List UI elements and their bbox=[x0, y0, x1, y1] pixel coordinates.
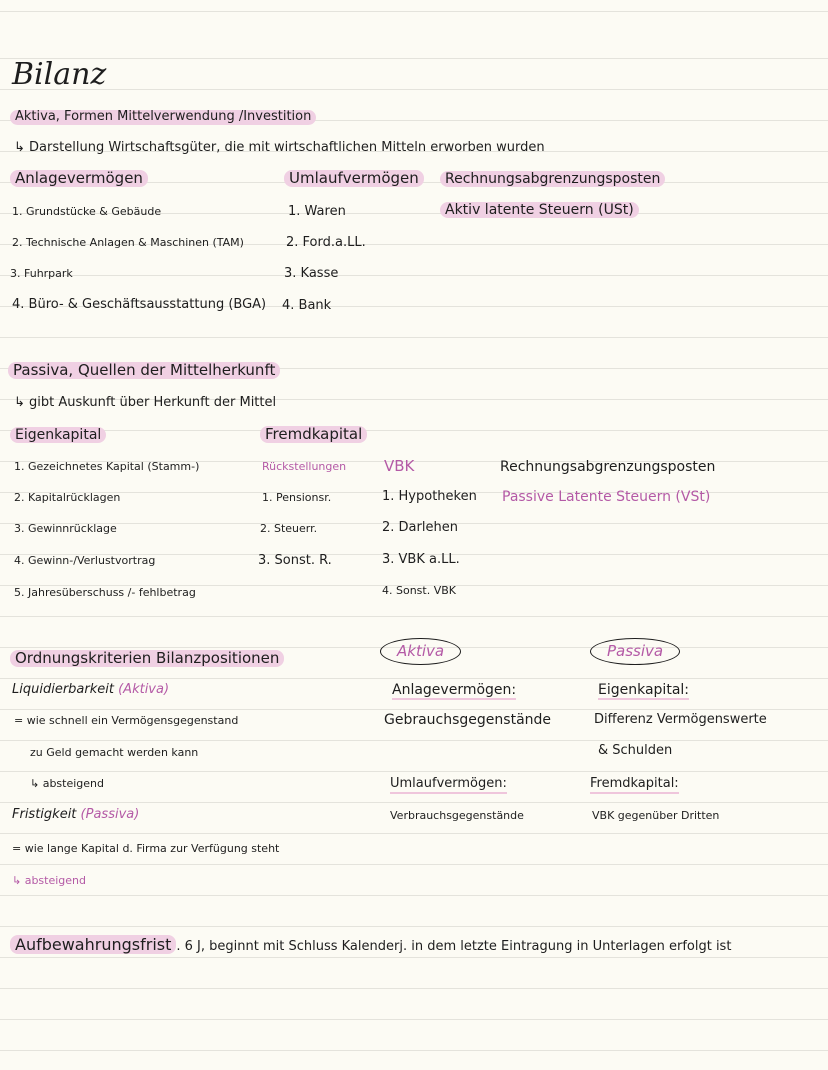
aktiva-description-text: Darstellung Wirtschaftsgüter, die mit wirtschaftlichen Mitteln erworben wurden bbox=[29, 140, 545, 155]
fremdkapital-heading: Fremdkapital bbox=[260, 426, 367, 443]
anlage-item: 1. Grundstücke & Gebäude bbox=[12, 205, 162, 218]
ek-item: 3. Gewinnrücklage bbox=[14, 522, 117, 535]
umlauf-item: 1. Waren bbox=[288, 204, 346, 219]
umlauf-item: 3. Kasse bbox=[284, 266, 339, 281]
anlagevermoegen-heading: Anlagevermögen bbox=[10, 170, 148, 187]
aufbewahrung-label: Aufbewahrungsfrist bbox=[10, 935, 176, 954]
rueck-item: 2. Steuerr. bbox=[260, 522, 318, 535]
passiva-description bbox=[14, 396, 276, 411]
passiva-heading: Passiva, Quellen der Mittelherkunft bbox=[8, 362, 280, 379]
passiva-circle: Passiva bbox=[590, 638, 680, 665]
liquidierbarkeit-desc-cont: zu Geld gemacht werden kann bbox=[30, 746, 199, 759]
ek-item: 5. Jahresüberschuss /- fehlbetrag bbox=[14, 586, 196, 599]
fristigkeit-note: (Passiva) bbox=[80, 807, 140, 822]
vbk-item: 3. VBK a.LL. bbox=[382, 552, 460, 567]
aktiva-description bbox=[14, 141, 545, 156]
vbk-heading: VBK bbox=[384, 457, 415, 475]
ordnung-heading: Ordnungskriterien Bilanzpositionen bbox=[10, 650, 284, 667]
ek-item: 1. Gezeichnetes Kapital (Stamm-) bbox=[14, 460, 200, 473]
aktiva-circle: Aktiva bbox=[380, 638, 461, 665]
arrow-icon: ↳ bbox=[14, 395, 25, 410]
eigenkapital-heading: Eigenkapital bbox=[10, 427, 106, 443]
passiva-description-text: gibt Auskunft über Herkunft der Mittel bbox=[29, 395, 277, 410]
uv-label: Umlaufvermögen: bbox=[390, 777, 507, 794]
aufbewahrung-text: . 6 J, beginnt mit Schluss Kalenderj. in dem letzte Eintragung in Unterlagen erfolgt ist bbox=[176, 939, 732, 954]
fristigkeit-desc: = wie lange Kapital d. Firma zur Verfügung steht bbox=[12, 842, 280, 855]
aktiva-rap-heading: Rechnungsabgrenzungsposten bbox=[440, 171, 665, 187]
rueckstellungen-heading: Rückstellungen bbox=[262, 460, 347, 473]
vbk-item: 4. Sonst. VBK bbox=[382, 584, 456, 597]
umlaufvermoegen-heading: Umlaufvermögen bbox=[284, 170, 424, 187]
anlage-item: 3. Fuhrpark bbox=[10, 267, 73, 280]
ek-desc: Differenz Vermögenswerte bbox=[594, 712, 767, 727]
liquidierbarkeit-line bbox=[12, 683, 169, 698]
rueck-item: 1. Pensionsr. bbox=[262, 491, 332, 504]
fristigkeit-line bbox=[12, 808, 139, 823]
fristigkeit-trend: ↳ absteigend bbox=[12, 874, 87, 887]
fk-desc: VBK gegenüber Dritten bbox=[592, 809, 720, 822]
aktiva-rap-item: Aktiv latente Steuern (USt) bbox=[440, 202, 639, 218]
aktiva-heading: Aktiva, Formen Mittelverwendung /Investition bbox=[10, 110, 316, 125]
anlage-item: 4. Büro- & Geschäftsausstattung (BGA) bbox=[12, 297, 267, 312]
liquidierbarkeit-label: Liquidierbarkeit bbox=[12, 682, 114, 697]
umlauf-item: 2. Ford.a.LL. bbox=[286, 235, 366, 250]
umlauf-item: 4. Bank bbox=[282, 298, 332, 313]
passiva-rap-heading: Rechnungsabgrenzungsposten bbox=[500, 459, 716, 475]
ek-label: Eigenkapital: bbox=[598, 682, 689, 700]
page-title: Bilanz bbox=[12, 57, 107, 92]
uv-desc: Verbrauchsgegenstände bbox=[390, 809, 524, 822]
vbk-item: 2. Darlehen bbox=[382, 520, 458, 535]
anlage-item: 2. Technische Anlagen & Maschinen (TAM) bbox=[12, 236, 244, 249]
av-label: Anlagevermögen: bbox=[392, 682, 516, 700]
fk-label: Fremdkapital: bbox=[590, 777, 679, 794]
aufbewahrung-line bbox=[10, 936, 731, 955]
rueck-item: 3. Sonst. R. bbox=[258, 553, 332, 568]
liquidierbarkeit-note: (Aktiva) bbox=[118, 682, 170, 697]
liquidierbarkeit-trend: ↳ absteigend bbox=[30, 777, 105, 790]
vbk-item: 1. Hypotheken bbox=[382, 489, 477, 504]
liquidierbarkeit-desc: = wie schnell ein Vermögensgegenstand bbox=[14, 714, 239, 727]
arrow-icon: ↳ bbox=[14, 140, 25, 155]
ek-desc-cont: & Schulden bbox=[598, 743, 673, 758]
passiva-rap-item: Passive Latente Steuern (VSt) bbox=[502, 489, 711, 505]
fristigkeit-label: Fristigkeit bbox=[12, 807, 77, 822]
av-desc: Gebrauchsgegenstände bbox=[384, 712, 552, 728]
ek-item: 2. Kapitalrücklagen bbox=[14, 491, 121, 504]
ek-item: 4. Gewinn-/Verlustvortrag bbox=[14, 554, 156, 567]
